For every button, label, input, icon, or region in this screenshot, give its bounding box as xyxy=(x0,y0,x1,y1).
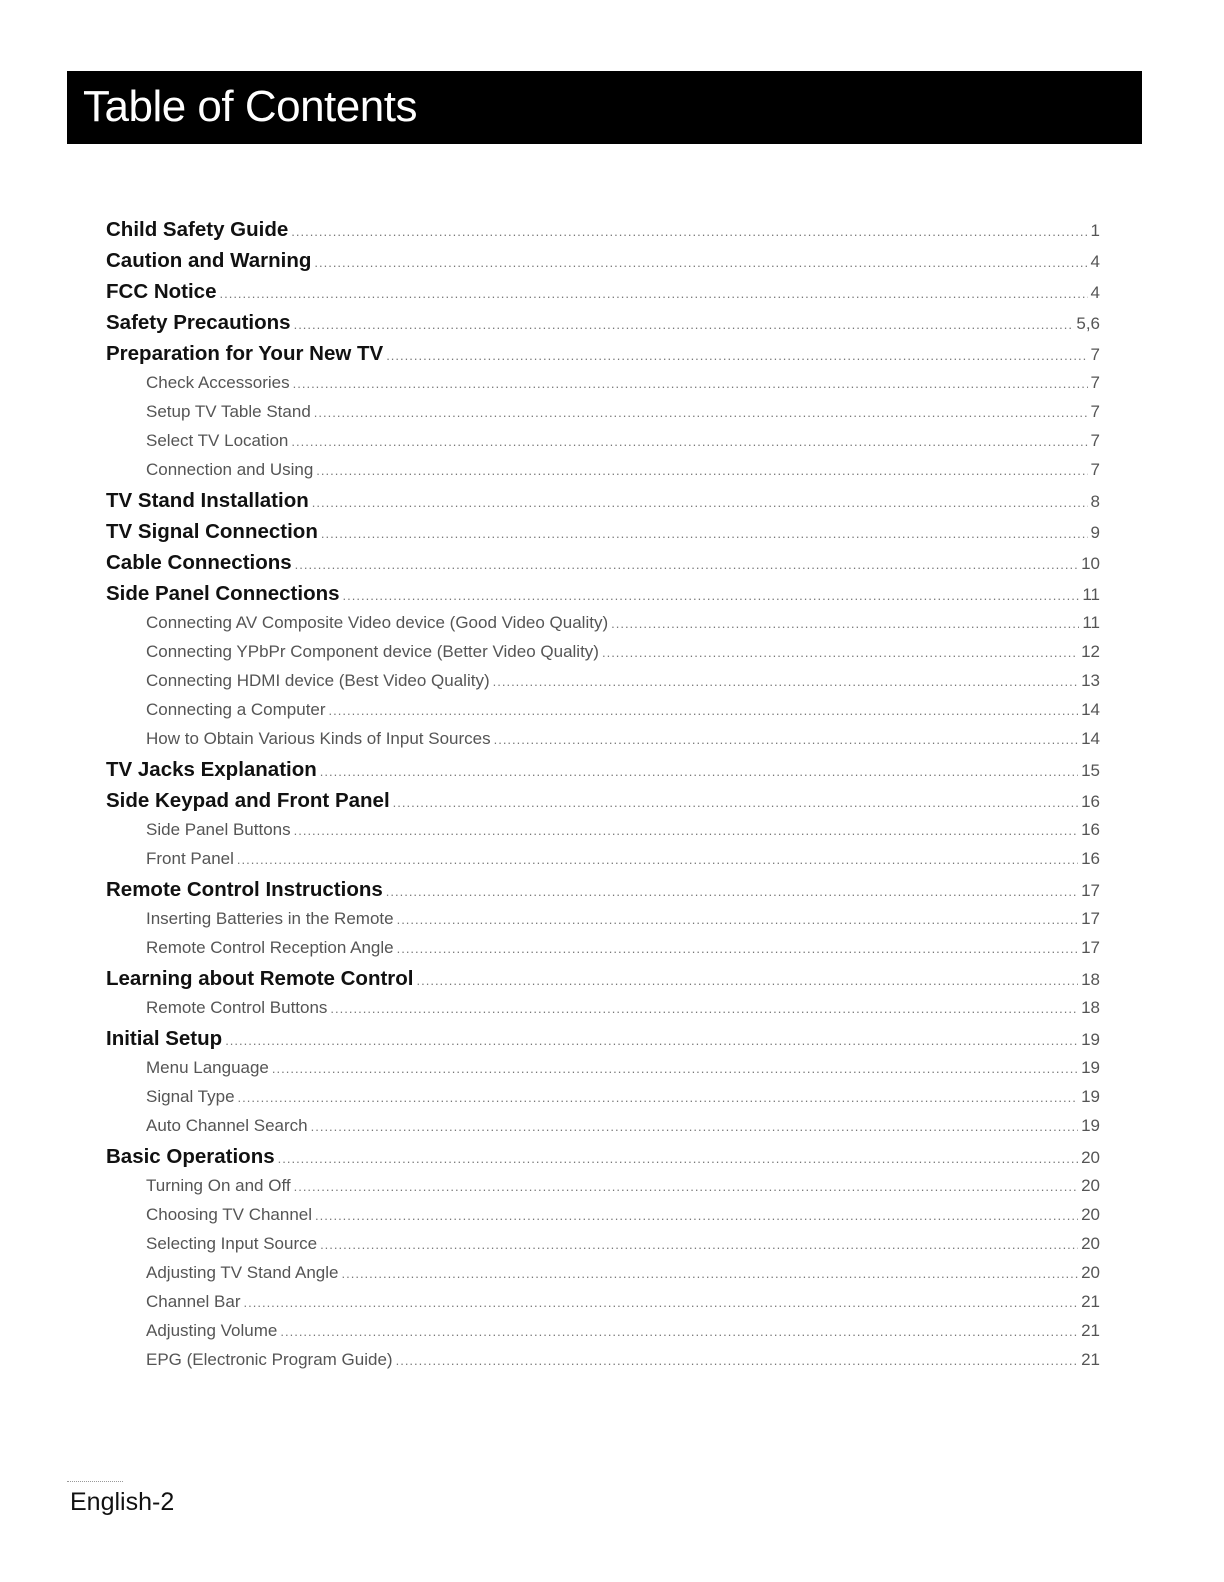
dot-leader xyxy=(293,377,1088,390)
toc-subsection-entry[interactable] xyxy=(106,820,1100,849)
dot-leader xyxy=(316,464,1087,477)
dot-leader xyxy=(312,496,1088,509)
toc-entry-page-number: 18 xyxy=(1081,970,1100,989)
toc-entry-title: Connecting YPbPr Component device (Better Video Quality) xyxy=(146,642,599,661)
toc-entry-page-number: 7 xyxy=(1090,460,1100,479)
toc-entry-page-number: 14 xyxy=(1081,729,1100,748)
toc-section-entry[interactable] xyxy=(106,758,1100,789)
dot-leader xyxy=(343,589,1080,602)
dot-leader xyxy=(329,704,1079,717)
toc-subsection-entry[interactable] xyxy=(106,1292,1100,1321)
toc-entry-title: TV Jacks Explanation xyxy=(106,758,317,781)
toc-entry-page-number: 7 xyxy=(1090,373,1100,392)
toc-entry-title: Preparation for Your New TV xyxy=(106,342,384,365)
toc-section-entry[interactable] xyxy=(106,489,1100,520)
toc-subsection-entry[interactable] xyxy=(106,1321,1100,1350)
toc-entry-title: TV Stand Installation xyxy=(106,489,309,512)
dot-leader xyxy=(311,1120,1078,1133)
dot-leader xyxy=(397,942,1078,955)
toc-entry-title: Side Panel Connections xyxy=(106,582,340,605)
toc-subsection-entry[interactable] xyxy=(106,1205,1100,1234)
toc-entry-title: Basic Operations xyxy=(106,1145,275,1168)
toc-entry-title: Connecting AV Composite Video device (Good Video Quality) xyxy=(146,613,609,632)
toc-entry-page-number: 11 xyxy=(1082,585,1100,604)
toc-subsection-entry[interactable] xyxy=(106,849,1100,878)
toc-entry-page-number: 21 xyxy=(1081,1350,1100,1369)
toc-section-entry[interactable] xyxy=(106,280,1100,311)
dot-leader xyxy=(386,885,1078,898)
toc-subsection-entry[interactable] xyxy=(106,1116,1100,1145)
toc-subsection-entry[interactable] xyxy=(106,1058,1100,1087)
toc-entry-page-number: 17 xyxy=(1081,938,1100,957)
toc-entry-title: FCC Notice xyxy=(106,280,217,303)
toc-entry-page-number: 19 xyxy=(1081,1116,1100,1135)
toc-entry-title: Connecting a Computer xyxy=(146,700,326,719)
toc-entry-page-number: 19 xyxy=(1081,1030,1100,1049)
dot-leader xyxy=(602,646,1078,659)
dot-leader xyxy=(219,287,1087,300)
dot-leader xyxy=(294,318,1074,331)
toc-entry-page-number: 12 xyxy=(1081,642,1100,661)
toc-subsection-entry[interactable] xyxy=(106,729,1100,758)
toc-section-entry[interactable] xyxy=(106,967,1100,998)
toc-subsection-entry[interactable] xyxy=(106,909,1100,938)
toc-entry-title: Connecting HDMI device (Best Video Quality) xyxy=(146,671,490,690)
toc-entry-page-number: 1 xyxy=(1090,221,1100,240)
toc-entry-title: Setup TV Table Stand xyxy=(146,402,311,421)
toc-entry-title: Safety Precautions xyxy=(106,311,291,334)
page-title-bar xyxy=(67,71,1142,144)
dot-leader xyxy=(393,796,1078,809)
dot-leader xyxy=(314,406,1088,419)
toc-entry-title: Connection and Using xyxy=(146,460,314,479)
toc-section-entry[interactable] xyxy=(106,249,1100,280)
toc-entry-page-number: 20 xyxy=(1081,1234,1100,1253)
toc-entry-page-number: 9 xyxy=(1090,523,1100,542)
toc-entry-title: Side Keypad and Front Panel xyxy=(106,789,390,812)
toc-entry-page-number: 15 xyxy=(1081,761,1100,780)
dot-leader xyxy=(493,675,1078,688)
toc-entry-page-number: 14 xyxy=(1081,700,1100,719)
toc-entry-page-number: 13 xyxy=(1081,671,1100,690)
toc-entry-page-number: 11 xyxy=(1082,613,1100,632)
toc-entry-page-number: 4 xyxy=(1090,283,1100,302)
toc-entry-title: Signal Type xyxy=(146,1087,235,1106)
toc-subsection-entry[interactable] xyxy=(106,998,1100,1027)
dot-leader xyxy=(291,435,1087,448)
toc-entry-page-number: 18 xyxy=(1081,998,1100,1017)
toc-entry-title: Channel Bar xyxy=(146,1292,241,1311)
toc-subsection-entry[interactable] xyxy=(106,431,1100,460)
footer-divider xyxy=(67,1481,123,1482)
dot-leader xyxy=(314,256,1087,269)
toc-entry-page-number: 21 xyxy=(1081,1292,1100,1311)
toc-entry-title: Remote Control Instructions xyxy=(106,878,383,901)
toc-subsection-entry[interactable] xyxy=(106,1234,1100,1263)
toc-entry-page-number: 4 xyxy=(1090,252,1100,271)
dot-leader xyxy=(386,349,1087,362)
toc-entry-page-number: 16 xyxy=(1081,849,1100,868)
toc-entry-title: Front Panel xyxy=(146,849,234,868)
dot-leader xyxy=(397,913,1079,926)
toc-subsection-entry[interactable] xyxy=(106,1350,1100,1379)
dot-leader xyxy=(294,1180,1078,1193)
toc-entry-page-number: 7 xyxy=(1090,431,1100,450)
toc-entry-title: Turning On and Off xyxy=(146,1176,291,1195)
toc-section-entry[interactable] xyxy=(106,342,1100,373)
toc-entry-title: Inserting Batteries in the Remote xyxy=(146,909,394,928)
toc-entry-title: Side Panel Buttons xyxy=(146,820,291,839)
toc-entry-title: Selecting Input Source xyxy=(146,1234,318,1253)
toc-section-entry[interactable] xyxy=(106,582,1100,613)
toc-subsection-entry[interactable] xyxy=(106,402,1100,431)
dot-leader xyxy=(294,824,1078,837)
toc-section-entry[interactable] xyxy=(106,218,1100,249)
toc-entry-title: Learning about Remote Control xyxy=(106,967,414,990)
dot-leader xyxy=(396,1354,1078,1367)
toc-entry-page-number: 8 xyxy=(1090,492,1100,511)
toc-entry-title: Adjusting TV Stand Angle xyxy=(146,1263,339,1282)
dot-leader xyxy=(320,1238,1078,1251)
toc-subsection-entry[interactable] xyxy=(106,671,1100,700)
toc-entry-page-number: 20 xyxy=(1081,1176,1100,1195)
table-of-contents xyxy=(106,218,1100,1379)
dot-leader xyxy=(238,1091,1079,1104)
toc-section-entry[interactable] xyxy=(106,520,1100,551)
toc-entry-page-number: 10 xyxy=(1081,554,1100,573)
dot-leader xyxy=(315,1209,1078,1222)
toc-subsection-entry[interactable] xyxy=(106,460,1100,489)
toc-subsection-entry[interactable] xyxy=(106,642,1100,671)
toc-entry-title: Cable Connections xyxy=(106,551,292,574)
toc-entry-title: Check Accessories xyxy=(146,373,290,392)
toc-entry-page-number: 20 xyxy=(1081,1205,1100,1224)
toc-entry-title: Remote Control Buttons xyxy=(146,998,328,1017)
dot-leader xyxy=(295,558,1078,571)
dot-leader xyxy=(321,527,1088,540)
dot-leader xyxy=(494,733,1078,746)
toc-entry-title: How to Obtain Various Kinds of Input Sources xyxy=(146,729,491,748)
toc-section-entry[interactable] xyxy=(106,1027,1100,1058)
toc-entry-page-number: 7 xyxy=(1090,402,1100,421)
toc-entry-title: Initial Setup xyxy=(106,1027,223,1050)
toc-subsection-entry[interactable] xyxy=(106,1176,1100,1205)
toc-entry-page-number: 19 xyxy=(1081,1087,1100,1106)
page-number-footer: English-2 xyxy=(70,1488,175,1516)
dot-leader xyxy=(342,1267,1079,1280)
toc-entry-page-number: 20 xyxy=(1081,1148,1100,1167)
dot-leader xyxy=(225,1034,1078,1047)
toc-entry-title: TV Signal Connection xyxy=(106,520,318,543)
toc-entry-title: Menu Language xyxy=(146,1058,269,1077)
toc-subsection-entry[interactable] xyxy=(106,613,1100,642)
dot-leader xyxy=(272,1062,1078,1075)
dot-leader xyxy=(244,1296,1079,1309)
toc-entry-title: Select TV Location xyxy=(146,431,289,450)
dot-leader xyxy=(291,225,1087,238)
toc-subsection-entry[interactable] xyxy=(106,1263,1100,1292)
toc-entry-title: Child Safety Guide xyxy=(106,218,289,241)
toc-entry-title: Remote Control Reception Angle xyxy=(146,938,394,957)
dot-leader xyxy=(280,1325,1078,1338)
toc-entry-page-number: 21 xyxy=(1081,1321,1100,1340)
toc-subsection-entry[interactable] xyxy=(106,938,1100,967)
toc-entry-title: Choosing TV Channel xyxy=(146,1205,313,1224)
toc-entry-page-number: 17 xyxy=(1081,881,1100,900)
toc-subsection-entry[interactable] xyxy=(106,1087,1100,1116)
dot-leader xyxy=(330,1002,1078,1015)
dot-leader xyxy=(320,765,1078,778)
toc-entry-page-number: 20 xyxy=(1081,1263,1100,1282)
toc-section-entry[interactable] xyxy=(106,311,1100,342)
dot-leader xyxy=(417,974,1079,987)
dot-leader xyxy=(237,853,1078,866)
toc-entry-title: Adjusting Volume xyxy=(146,1321,278,1340)
toc-subsection-entry[interactable] xyxy=(106,373,1100,402)
toc-section-entry[interactable] xyxy=(106,878,1100,909)
toc-subsection-entry[interactable] xyxy=(106,700,1100,729)
toc-entry-page-number: 5,6 xyxy=(1076,314,1100,333)
toc-entry-page-number: 19 xyxy=(1081,1058,1100,1077)
toc-section-entry[interactable] xyxy=(106,789,1100,820)
toc-entry-page-number: 16 xyxy=(1081,792,1100,811)
toc-entry-title: EPG (Electronic Program Guide) xyxy=(146,1350,393,1369)
dot-leader xyxy=(611,617,1079,630)
toc-section-entry[interactable] xyxy=(106,551,1100,582)
toc-entry-page-number: 16 xyxy=(1081,820,1100,839)
toc-section-entry[interactable] xyxy=(106,1145,1100,1176)
page-title: Table of Contents xyxy=(83,81,417,131)
toc-entry-page-number: 17 xyxy=(1081,909,1100,928)
toc-entry-page-number: 7 xyxy=(1090,345,1100,364)
toc-entry-title: Auto Channel Search xyxy=(146,1116,308,1135)
toc-entry-title: Caution and Warning xyxy=(106,249,312,272)
dot-leader xyxy=(278,1152,1078,1165)
